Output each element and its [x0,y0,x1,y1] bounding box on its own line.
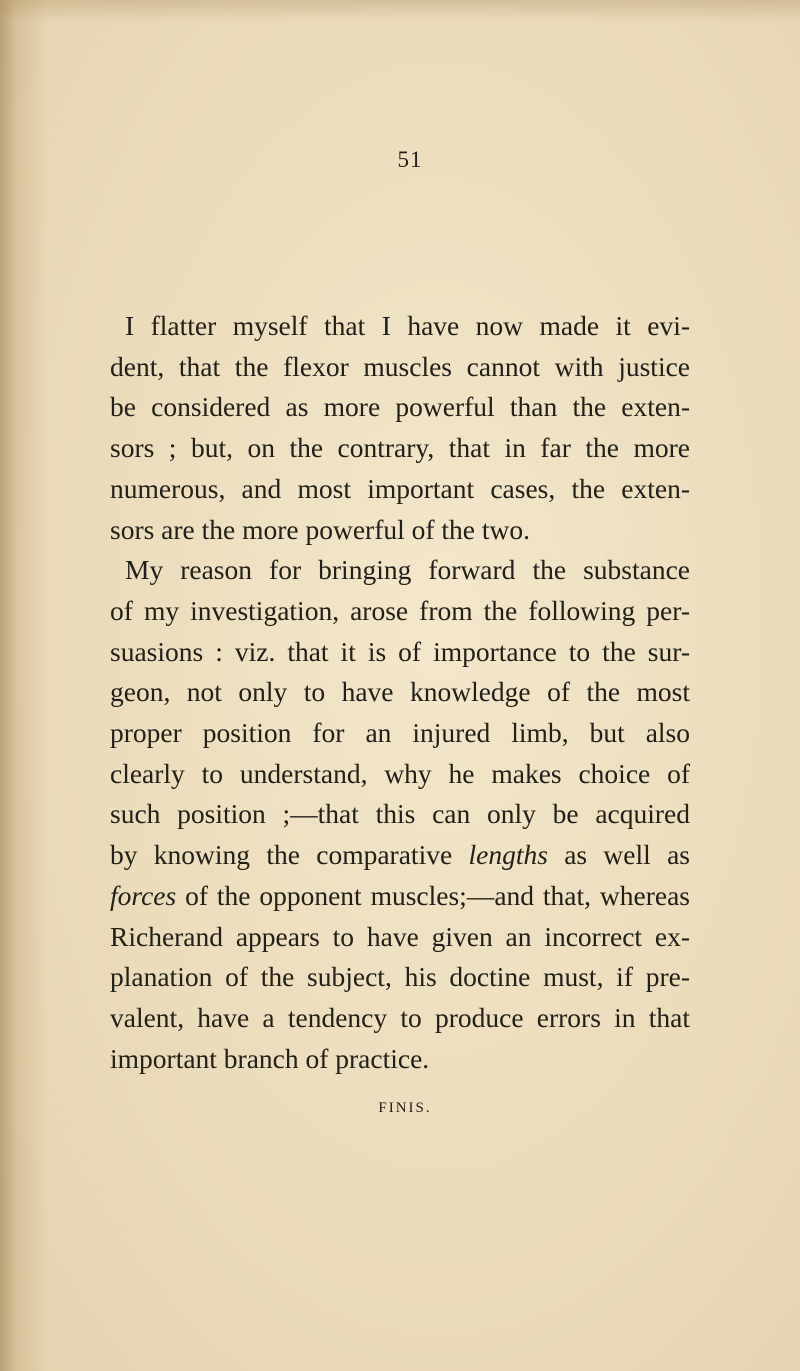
text-line [110,835,690,876]
text-line: numerous, and most important cases, the exten- [110,472,690,504]
text-line: important branch of practice. [110,1042,430,1074]
text-line: valent, have a tendency to produce errors in that [110,1001,690,1033]
text-line: suasions : viz. that it is of importance to the sur- [110,635,690,667]
text-line: clearly to understand, why he makes choice of [110,757,690,789]
page-top-shadow [0,0,800,22]
text-segment: of the opponent muscles;—and that, whereas [176,879,690,911]
emphasis-forces: forces [110,879,177,911]
text-line: such position ;—that this can only be acquired [110,798,690,830]
text-line [110,876,690,917]
text-line: sors ; but, on the contrary, that in far the more [110,432,690,464]
page-number: 51 [397,147,423,172]
text-segment: as well as [547,839,690,871]
text-line: I flatter myself that I have now made it evi- [125,310,690,341]
finis-label: FINIS. [378,1100,432,1116]
page-edge-shadow [0,0,48,1371]
text-line: of my investigation, arose from the following per- [110,594,690,626]
text-line: Richerand appears to have given an incorrect ex- [110,920,690,952]
body-text [110,306,690,1079]
text-line: planation of the subject, his doctine must, if pre- [110,961,690,993]
text-line: dent, that the flexor muscles cannot with justice [110,350,690,382]
text-segment: by knowing the comparative [110,839,469,871]
text-line: geon, not only to have knowledge of the most [110,676,690,708]
text-line: be considered as more powerful than the exten- [110,391,690,423]
text-line: proper position for an injured limb, but also [110,717,690,749]
emphasis-lengths: lengths [468,839,548,871]
text-line: My reason for bringing forward the substance [125,554,690,586]
text-line: sors are the more powerful of the two. [110,513,531,545]
